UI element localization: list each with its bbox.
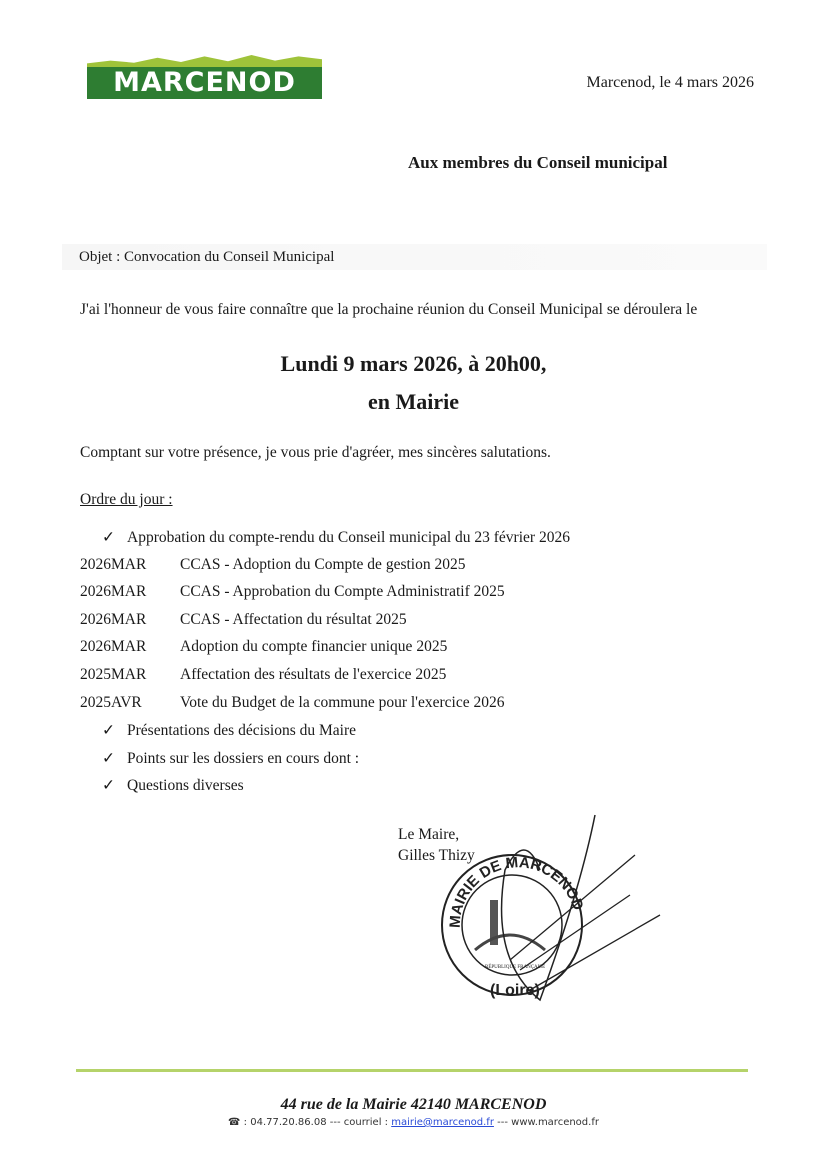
recipient: Aux membres du Conseil municipal	[408, 153, 668, 172]
agenda-code: 2026MAR	[80, 638, 147, 656]
closing-paragraph: Comptant sur votre présence, je vous prie d'agréer, mes sincères salutations.	[80, 444, 551, 461]
agenda-text: Points sur les dossiers en cours dont :	[127, 749, 360, 767]
email-link[interactable]: mairie@marcenod.fr	[391, 1117, 494, 1128]
meeting-place: en Mairie	[367, 389, 460, 414]
agenda-text: CCAS - Affectation du résultat 2025	[180, 610, 407, 628]
footer-divider	[76, 1069, 748, 1072]
checkmark-icon: ✓	[102, 529, 115, 546]
agenda-title: Ordre du jour :	[80, 491, 173, 508]
checkmark-icon: ✓	[102, 722, 115, 740]
agenda-item	[80, 776, 244, 795]
agenda-code: 2025AVR	[80, 693, 142, 711]
agenda-item	[80, 528, 570, 547]
agenda-code: 2026MAR	[80, 610, 147, 628]
svg-text:MAIRIE DE MARCENOD: MAIRIE DE MARCENOD	[446, 854, 587, 929]
agenda-text: CCAS - Adoption du Compte de gestion 2025	[180, 555, 466, 573]
agenda-item	[80, 583, 505, 601]
agenda-text: Affectation des résultats de l'exercice 2025	[180, 666, 447, 683]
agenda-item	[80, 666, 446, 684]
checkmark-icon: ✓	[102, 749, 115, 767]
phone-number: 04.77.20.86.08	[250, 1117, 327, 1128]
agenda-item	[80, 556, 465, 574]
meeting-date: Lundi 9 mars 2026, à 20h00,	[280, 351, 547, 376]
agenda-text: Approbation du compte-rendu du Conseil municipal du 23 février 2026	[127, 529, 570, 546]
signature-title: Le Maire,	[398, 826, 460, 843]
letter-date: Marcenod, le 4 mars 2026	[586, 74, 754, 91]
agenda-item	[80, 694, 504, 712]
separator: ---	[497, 1117, 508, 1128]
subject: Objet : Convocation du Conseil Municipal	[62, 244, 767, 270]
separator: ---	[329, 1117, 341, 1128]
mayor-stamp-and-signature	[430, 810, 670, 1020]
agenda-item	[80, 611, 407, 629]
checkmark-icon: ✓	[102, 777, 115, 795]
svg-text:(Loire): (Loire)	[490, 982, 540, 999]
phone-icon: ☎	[228, 1117, 241, 1128]
agenda-item	[80, 721, 356, 740]
marcenod-logo: MARCENOD	[87, 55, 322, 100]
agenda-item	[80, 638, 447, 656]
agenda-item	[80, 749, 359, 768]
agenda-code: 2026MAR	[80, 555, 147, 573]
agenda-text: Vote du Budget de la commune pour l'exercice 2026	[180, 693, 505, 711]
agenda-code: 2026MAR	[80, 583, 147, 601]
website: www.marcenod.fr	[511, 1117, 599, 1128]
agenda-code: 2025MAR	[80, 666, 147, 683]
svg-text:RÉPUBLIQUE FRANÇAISE: RÉPUBLIQUE FRANÇAISE	[485, 965, 546, 970]
email-label: courriel :	[343, 1117, 389, 1128]
footer-address: 44 rue de la Mairie 42140 MARCENOD	[280, 1096, 547, 1113]
intro-paragraph: J'ai l'honneur de vous faire connaître que la prochaine réunion du Conseil Municipal se déroulera le	[80, 301, 698, 318]
agenda-text: Questions diverses	[127, 777, 244, 795]
agenda-text: Présentations des décisions du Maire	[127, 722, 357, 740]
footer-contact: ☎ : 04.77.20.86.08 --- courriel : mairie@marcenod.fr --- www.marcenod.fr	[228, 1117, 599, 1128]
signature-name: Gilles Thizy	[398, 847, 475, 864]
agenda-text: CCAS - Approbation du Compte Administratif 2025	[180, 583, 505, 601]
agenda-text: Adoption du compte financier unique 2025	[180, 638, 448, 656]
